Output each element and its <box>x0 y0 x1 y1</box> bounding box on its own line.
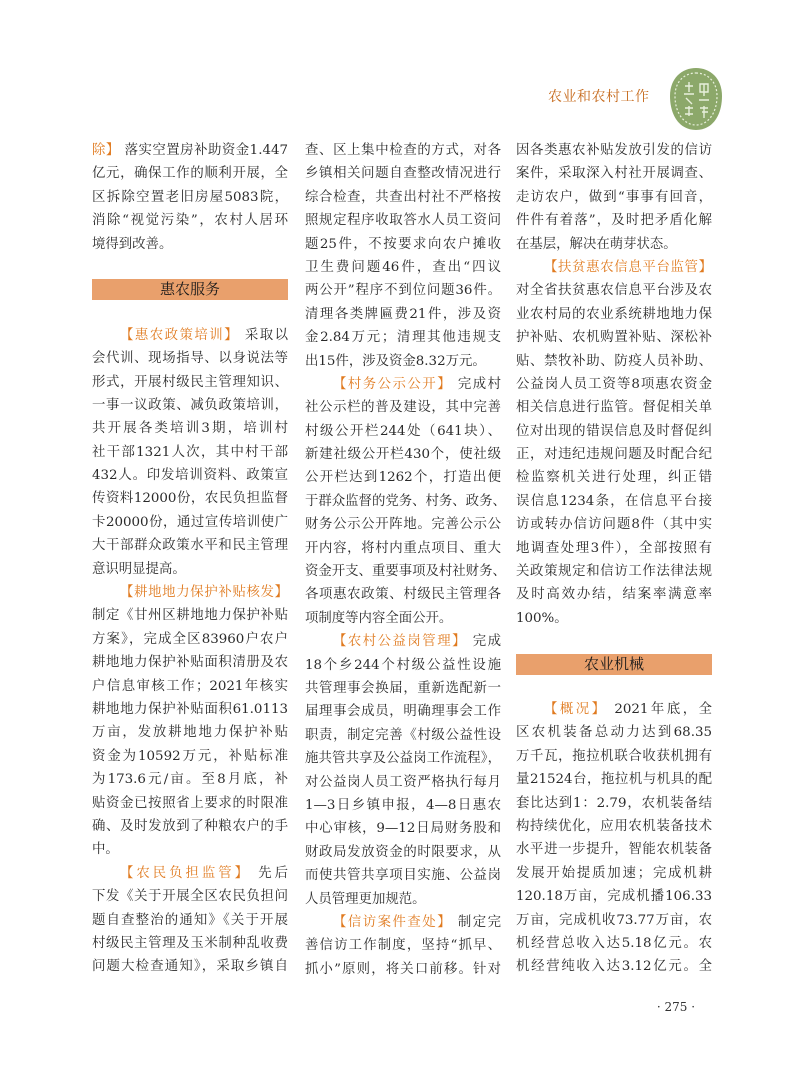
text-line <box>305 350 501 373</box>
text-line <box>92 698 288 721</box>
text-run: 构持续优化，应用农机装备技术 <box>516 818 712 834</box>
column-1 <box>92 139 288 979</box>
text-run: 100%。 <box>516 610 568 626</box>
blank-line <box>92 300 288 323</box>
text-run: 共管理事会换届，重新选配新一 <box>305 680 501 696</box>
text-line <box>92 745 288 768</box>
text-run: 境得到改善。 <box>92 236 173 252</box>
text-line <box>92 347 288 370</box>
text-run: 耕地地力保护补贴面积61.0113 <box>92 701 288 717</box>
text-run: 卫生费问题46件，查出“四议 <box>305 259 501 275</box>
text-run: 照规定程序收取答水人员工资问 <box>305 213 501 229</box>
text-line <box>516 698 712 721</box>
text-line <box>516 350 712 373</box>
text-run: 亿元，确保工作的顺利开展，全 <box>92 166 288 182</box>
text-run: 发展开始提质加速；完成机耕 <box>516 865 712 881</box>
text-line <box>92 651 288 674</box>
text-line <box>516 139 712 162</box>
keyword-heading: 除】 <box>92 143 120 158</box>
text-line <box>305 630 501 653</box>
text-line <box>92 768 288 791</box>
text-run: 项制度等内容全面公开。 <box>305 610 453 626</box>
text-run: 村级公开栏244处（641块）、 <box>305 423 501 439</box>
text-run: 件件有着落”，及时把矛盾化解 <box>516 213 712 229</box>
text-line <box>92 885 288 908</box>
text-run: 问题大检查通知》，采取乡镇自 <box>92 959 288 975</box>
text-line <box>516 326 712 349</box>
text-run: 因各类惠农补贴发放引发的信访 <box>516 143 712 158</box>
text-line <box>516 490 712 513</box>
text-run: 套比达到1：2.79，农机装备结 <box>516 795 712 811</box>
text-line <box>92 209 288 232</box>
text-line <box>92 233 288 256</box>
text-line <box>516 792 712 815</box>
text-line <box>92 628 288 651</box>
text-line <box>305 934 501 957</box>
running-header-title: 农业和农村工作 <box>548 89 650 105</box>
text-run: 水平进一步提升，智能农机装备 <box>516 842 712 858</box>
text-run: 中。 <box>92 842 119 858</box>
text-run: 社公示栏的普及建设，其中完善 <box>305 400 501 416</box>
text-line <box>92 604 288 627</box>
text-run: 120.18万亩，完成机播106.33 <box>516 889 712 905</box>
column-3 <box>516 139 712 979</box>
text-run: 贴、禁牧补助、防疫人员补助、 <box>516 353 712 369</box>
blank-line <box>516 675 712 698</box>
text-line <box>516 838 712 861</box>
text-run: 贴资金已按照省上要求的时限准 <box>92 795 288 811</box>
text-run: 及时高效办结，结案率满意率 <box>516 587 712 603</box>
text-line <box>305 303 501 326</box>
keyword-heading: 【惠农政策培训】 <box>120 327 240 343</box>
text-run: 传资料12000份，农民负担监督 <box>92 491 288 507</box>
text-line <box>516 443 712 466</box>
text-line <box>516 303 712 326</box>
text-run: 资金开支、重要事项及村社财务、 <box>305 564 506 580</box>
text-line <box>305 396 501 419</box>
text-run: 中心审核，9—12日局财务股和 <box>305 821 501 837</box>
text-line <box>92 909 288 932</box>
text-line <box>516 909 712 932</box>
text-run: 18个乡244个村级公益性设施 <box>305 657 501 673</box>
text-run: 而使共管共享项目实施、公益岗 <box>305 868 501 884</box>
text-run: 为173.6元/亩。至8月底，补 <box>92 772 288 788</box>
text-run: 题自查整治的通知》《关于开展 <box>92 912 288 928</box>
text-line <box>305 607 501 630</box>
text-line <box>516 256 712 279</box>
text-run: 抓小”原则，将关口前移。针对 <box>305 961 501 977</box>
text-line <box>516 513 712 536</box>
text-run: 机经营总收入达5.18亿元。农 <box>516 935 712 951</box>
text-line <box>92 932 288 955</box>
text-line <box>516 745 712 768</box>
text-line <box>92 558 288 581</box>
text-run: 财政局发放资金的时限要求，从 <box>305 844 501 860</box>
text-run: 相关信息进行监管。督促相关单 <box>516 400 712 416</box>
text-run: 正，对违纪违规问题及时配合纪 <box>516 447 712 463</box>
text-line <box>305 279 501 302</box>
text-line <box>92 162 288 185</box>
text-line <box>92 487 288 510</box>
keyword-heading: 【村务公示公开】 <box>333 376 453 392</box>
text-run: 确、及时发放到了种粮农户的手 <box>92 818 288 834</box>
text-run: 2021年底，全 <box>607 701 712 717</box>
text-run: 人员管理更加规范。 <box>305 891 426 907</box>
text-line <box>305 911 501 934</box>
text-line <box>305 139 501 162</box>
text-line <box>516 279 712 302</box>
text-run: 访或转办信访问题8件（其中实 <box>516 517 712 533</box>
text-line <box>92 441 288 464</box>
text-run: 公开栏达到1262个，打造出便 <box>305 470 501 486</box>
text-run: 护补贴、农机购置补贴、深松补 <box>516 330 712 346</box>
text-line <box>305 537 501 560</box>
text-run: 两公开”程序不到位问题36件。 <box>305 283 501 299</box>
text-line <box>305 443 501 466</box>
text-run: 会代训、现场指导、以身说法等 <box>92 351 288 367</box>
text-line <box>305 256 501 279</box>
text-run: 区拆除空置老旧房屋5083院， <box>92 189 288 205</box>
text-line <box>516 885 712 908</box>
text-run: 先后 <box>251 865 289 881</box>
text-line <box>305 186 501 209</box>
text-run: 户信息审核工作；2021年核实 <box>92 678 288 694</box>
text-run: 误信息1234条，在信息平台接 <box>516 493 712 509</box>
text-line <box>92 581 288 604</box>
text-run: 在基层，解决在萌芽状态。 <box>516 236 677 252</box>
text-line <box>92 792 288 815</box>
text-run: 职责，制定完善《村级公益性设 <box>305 727 501 743</box>
text-run: 量21524台，拖拉机与机具的配 <box>516 772 712 788</box>
text-line <box>516 932 712 955</box>
blank-line <box>92 256 288 279</box>
text-line <box>92 139 288 162</box>
text-run: 查、区上集中检查的方式，对各 <box>305 143 501 158</box>
text-line <box>516 233 712 256</box>
text-line <box>516 209 712 232</box>
text-line <box>516 721 712 744</box>
text-line <box>92 675 288 698</box>
text-line <box>305 677 501 700</box>
text-run: 公益岗人员工资等8项惠农资金 <box>516 376 712 392</box>
text-run: 题25件，不按要求向农户摊收 <box>305 236 501 252</box>
section-heading <box>92 279 288 300</box>
text-run: 惠农服务 <box>159 280 220 299</box>
text-run: 万亩，完成机收73.77万亩，农 <box>516 912 712 928</box>
keyword-heading: 【信访案件查处】 <box>333 914 453 930</box>
text-line <box>305 420 501 443</box>
text-line <box>516 955 712 978</box>
text-run: 出15件，涉及资金8.32万元。 <box>305 353 486 369</box>
text-run: 综合检查，共查出村社不严格按 <box>305 189 501 205</box>
text-run: 大干部群众政策水平和民主管理 <box>92 538 288 554</box>
text-line <box>516 862 712 885</box>
page-number: · 275 · <box>656 1000 696 1014</box>
text-line <box>92 324 288 347</box>
text-line <box>305 373 501 396</box>
section-heading <box>516 654 712 675</box>
text-line <box>305 747 501 770</box>
text-run: 农业机械 <box>583 654 644 673</box>
text-line <box>92 721 288 744</box>
text-line <box>305 700 501 723</box>
text-run: 制定完 <box>452 914 502 930</box>
text-line <box>92 394 288 417</box>
text-run: 施共管共享及公益岗工作流程》， <box>305 751 501 767</box>
text-line <box>92 464 288 487</box>
text-run: 于群众监督的党务、村务、政务、 <box>305 493 506 509</box>
round-seal-icon <box>668 66 724 132</box>
text-line <box>92 186 288 209</box>
text-run: 方案》，完成全区83960户农户 <box>92 631 288 647</box>
text-run: 各项惠农政策、村级民主管理各 <box>305 587 501 603</box>
text-run: 落实空置房补助资金1.447 <box>119 143 289 158</box>
text-line <box>516 420 712 443</box>
text-run: 位对出现的错误信息及时督促纠 <box>516 423 712 439</box>
text-run: 案件，采取深入村社开展调查、 <box>516 166 712 182</box>
text-run: 下发《关于开展全区农民负担问 <box>92 889 288 905</box>
text-run: 机经营纯收入达3.12亿元。全 <box>516 959 712 975</box>
text-line <box>516 466 712 489</box>
text-line <box>516 186 712 209</box>
text-line <box>305 560 506 583</box>
text-run: 清理各类牌匾费21件，涉及资 <box>305 306 501 322</box>
keyword-heading: 【概况】 <box>544 701 608 717</box>
text-run: 制定《甘州区耕地地力保护补贴 <box>92 608 288 624</box>
text-line <box>305 209 501 232</box>
text-run: 共开展各类培训3期，培训村 <box>92 421 288 437</box>
text-line <box>516 560 712 583</box>
text-line <box>305 864 501 887</box>
text-run: 完成 <box>466 634 501 650</box>
text-run: 1—3日乡镇申报，4—8日惠农 <box>305 797 501 813</box>
text-line <box>92 815 288 838</box>
text-run: 检监察机关进行处理，纠正错 <box>516 470 712 486</box>
text-line <box>305 724 501 747</box>
text-line <box>516 607 712 630</box>
text-line <box>305 817 501 840</box>
text-run: 消除“视觉污染”，农村人居环 <box>92 213 288 229</box>
text-run: 万亩，发放耕地地力保护补贴 <box>92 725 288 741</box>
text-run: 完成村 <box>452 376 502 392</box>
text-line <box>516 815 712 838</box>
text-run: 对全省扶贫惠农信息平台涉及农 <box>516 283 712 299</box>
text-line <box>305 771 501 794</box>
text-line <box>516 583 712 606</box>
text-run: 形式，开展村级民主管理知识、 <box>92 374 288 390</box>
text-run: 金2.84万元；清理其他违规支 <box>305 330 501 346</box>
text-line <box>305 958 501 981</box>
text-line <box>92 371 288 394</box>
text-run: 对公益岗人员工资严格执行每月 <box>305 774 501 790</box>
keyword-heading: 【耕地地力保护补贴核发】 <box>120 585 288 601</box>
text-line <box>92 417 288 440</box>
text-run: 采取以 <box>239 327 289 343</box>
text-line <box>305 162 501 185</box>
text-line <box>92 534 288 557</box>
keyword-heading: 【农村公益岗管理】 <box>333 634 467 650</box>
text-line <box>305 654 501 677</box>
text-run: 地调查处理3件），全部按照有 <box>516 540 712 556</box>
text-run: 资金为10592万元，补贴标准 <box>92 748 288 764</box>
text-run: 一事一议政策、减负政策培训， <box>92 397 288 413</box>
text-run: 走访农户，做到“事事有回音， <box>516 189 712 205</box>
text-run: 耕地地力保护补贴面积清册及农 <box>92 655 288 671</box>
text-line <box>92 862 288 885</box>
text-run: 届理事会成员，明确理事会工作 <box>305 704 501 720</box>
text-line <box>305 326 501 349</box>
text-line <box>92 838 288 861</box>
text-line <box>305 583 501 606</box>
text-run: 432人。印发培训资料、政策宣 <box>92 468 288 484</box>
text-line <box>305 466 501 489</box>
text-line <box>305 513 501 536</box>
blank-line <box>516 630 712 653</box>
text-line <box>305 490 506 513</box>
text-line <box>516 162 712 185</box>
text-line <box>92 511 288 534</box>
text-run: 财务公示公开阵地。完善公示公 <box>305 517 501 533</box>
text-line <box>516 373 712 396</box>
column-2 <box>305 139 506 981</box>
text-run: 业农村局的农业系统耕地地力保 <box>516 306 712 322</box>
text-line <box>305 888 501 911</box>
text-run: 乡镇相关问题自查整改情况进行 <box>305 166 501 182</box>
text-run: 关政策规定和信访工作法律法规 <box>516 564 712 580</box>
text-line <box>305 794 501 817</box>
text-run: 村级民主管理及玉米制种乱收费 <box>92 935 288 951</box>
text-run: 区农机装备总动力达到68.35 <box>516 725 712 741</box>
text-line <box>305 841 501 864</box>
text-run: 意识明显提高。 <box>92 561 186 577</box>
text-line <box>92 955 288 978</box>
text-run: 开内容，将村内重点项目、重大 <box>305 540 501 556</box>
keyword-heading: 【农民负担监管】 <box>120 865 251 881</box>
text-run: 卡20000份，通过宣传培训使广 <box>92 514 288 530</box>
text-run: 社干部1321人次，其中村干部 <box>92 444 288 460</box>
text-run: 万千瓦，拖拉机联合收获机拥有 <box>516 748 712 764</box>
text-run: 新建社级公开栏430个，使社级 <box>305 447 501 463</box>
keyword-heading: 【扶贫惠农信息平台监管】 <box>544 259 712 275</box>
text-run: 善信访工作制度，坚持“抓早、 <box>305 938 501 954</box>
text-line <box>516 537 712 560</box>
text-line <box>305 233 501 256</box>
text-line <box>516 396 712 419</box>
text-line <box>516 768 712 791</box>
